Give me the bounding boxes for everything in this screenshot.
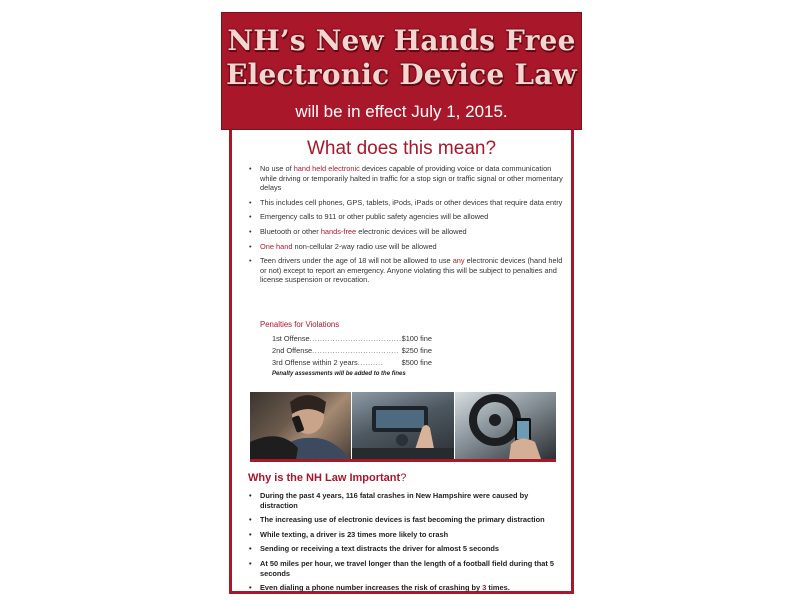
penalty-label: 2nd Offense xyxy=(272,345,313,355)
penalty-dots: .................................... xyxy=(309,333,402,343)
list-item-post: non-cellular 2-way radio use will be allowed xyxy=(292,241,437,251)
title-line-1: NH’s New Hands Free xyxy=(227,24,576,57)
list-item xyxy=(246,491,564,510)
list-item-pre: The increasing use of electronic devices is fast becoming the primary distraction xyxy=(260,515,545,525)
penalty-amount: $250 fine xyxy=(401,345,432,355)
section-heading-what: What does this mean? xyxy=(306,138,497,159)
penalty-row xyxy=(272,356,432,368)
list-item xyxy=(246,515,564,525)
list-item-pre: During the past 4 years, 116 fatal crashes in New Hampshire were caused by distraction xyxy=(260,491,529,510)
list-item xyxy=(246,164,564,193)
list-item-pre: Bluetooth or other xyxy=(260,226,321,236)
list-item-pre: Emergency calls to 911 or other public safety agencies will be allowed xyxy=(260,212,489,222)
penalty-row xyxy=(272,332,432,344)
list-item xyxy=(246,530,564,540)
poster xyxy=(226,12,577,594)
photo-touchscreen-dashboard xyxy=(352,392,454,459)
penalty-amount: $500 fine xyxy=(401,357,432,367)
list-item-hl: 3 xyxy=(482,583,487,593)
photo-strip xyxy=(250,392,556,459)
penalty-dots: .................................. xyxy=(312,345,399,355)
list-item xyxy=(246,583,564,593)
list-item-hl: One hand xyxy=(260,241,293,251)
list-item xyxy=(246,212,564,222)
list-item-pre: This includes cell phones, GPS, tablets, iPods, iPads or other devices that require data entry xyxy=(260,197,563,207)
importance-list xyxy=(246,491,564,598)
list-item-pre: Even dialing a phone number increases the risk of crashing by xyxy=(260,583,483,593)
list-item-pre: Teen drivers under the age of 18 will not be allowed to use xyxy=(260,256,453,266)
list-item-hl: hands-free xyxy=(320,226,357,236)
list-item xyxy=(246,198,564,208)
title-banner xyxy=(221,12,582,130)
penalty-row xyxy=(272,344,432,356)
list-item xyxy=(246,544,564,554)
list-item xyxy=(246,256,564,285)
why-heading-text: Why is the NH Law Important xyxy=(248,472,401,484)
list-item-hl: hand held electronic xyxy=(293,164,360,173)
photo-driver-on-phone xyxy=(250,392,352,459)
list-item-post: times. xyxy=(486,583,510,593)
photo-underline xyxy=(250,459,556,462)
photo-texting-at-wheel xyxy=(455,392,556,459)
penalty-label: 1st Offense xyxy=(272,333,310,343)
list-item xyxy=(246,227,564,237)
list-item-pre: Sending or receiving a text distracts the driver for almost 5 seconds xyxy=(260,544,500,554)
list-item-pre: No use of xyxy=(260,164,294,173)
meaning-list xyxy=(246,164,564,290)
list-item-pre: At 50 miles per hour, we travel longer than the length of a football field during that 5 seconds xyxy=(260,558,555,578)
list-item xyxy=(246,242,564,252)
section-heading-why xyxy=(248,472,406,484)
penalties-note: Penalty assessments will be added to the fines xyxy=(272,371,406,377)
content-panel xyxy=(229,130,574,594)
list-item-pre: While texting, a driver is 23 times more likely to crash xyxy=(260,529,449,539)
penalty-dots: .......... xyxy=(357,357,384,367)
penalty-amount: $100 fine xyxy=(401,333,432,343)
list-item-post: devices capable of providing voice or data communication while driving or temporarily halted in traffic for a stop sign or traffic signal or other momentary delays xyxy=(260,164,563,193)
penalty-label: 3rd Offense within 2 years xyxy=(272,357,358,367)
list-item-post: electronic devices will be allowed xyxy=(356,226,467,236)
penalties-table xyxy=(272,332,432,368)
penalties-title: Penalties for Violations xyxy=(260,320,340,329)
list-item-post: electronic devices (hand held or not) except to report an emergency. Anyone violating this will be subject to penalties and license suspension or revocation. xyxy=(260,256,563,285)
list-item xyxy=(246,559,564,578)
why-heading-q: ? xyxy=(400,472,407,484)
effective-date: will be in effect July 1, 2015. xyxy=(295,102,508,121)
title-line-2: Electronic Device Law xyxy=(226,58,577,91)
list-item-hl: any xyxy=(452,256,465,266)
